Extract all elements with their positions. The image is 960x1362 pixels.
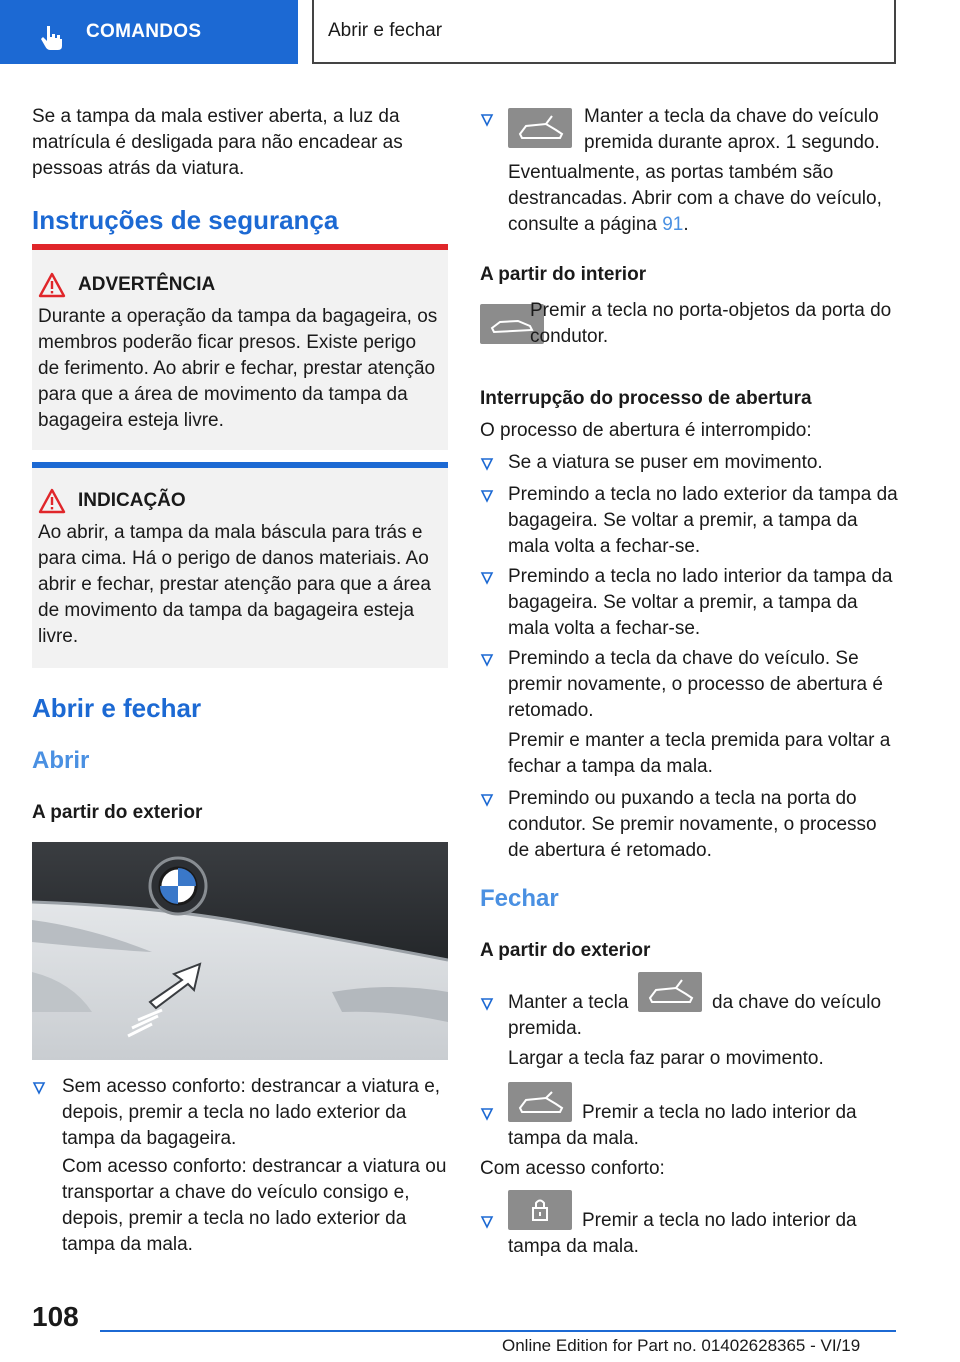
hand-pointer-icon xyxy=(38,24,66,52)
bullet-triangle-icon xyxy=(480,652,494,668)
interior-heading: A partir do interior xyxy=(480,264,647,285)
open-heading: Abrir xyxy=(32,747,90,774)
interior-text: Premir a tecla no porta-objetos da porta do condutor. xyxy=(530,300,892,347)
exterior-heading: A partir do exterior xyxy=(32,802,203,823)
page-number: 108 xyxy=(32,1301,79,1332)
close-heading: Fechar xyxy=(480,885,559,912)
notice-text: Ao abrir, a tampa da mala báscula para trás e para cima. Há o perigo de danos materiais. Ao abrir e fechar, prestar atenção para que a área de movimento da tampa da bagageira esteja livre. xyxy=(38,522,431,647)
close-b3-text: Premir a tecla no lado interior da tampa da mala. xyxy=(508,1210,857,1257)
section-title: Abrir e fechar xyxy=(328,20,443,41)
close-b1-continuation: Largar a tecla faz parar o movimento. xyxy=(508,1048,824,1069)
key-note-text: Eventualmente, as portas também são destrancadas. Abrir com a chave do veículo, consulte a página xyxy=(508,162,882,235)
warning-box xyxy=(32,244,448,450)
bullet-triangle-icon xyxy=(480,456,494,472)
chapter-tab[interactable] xyxy=(0,0,298,64)
bullet-continuation: Com acesso conforto: destrancar a viatura ou transportar a chave do veículo consigo e, depois, premir a tecla no lado exterior da tampa da mala. xyxy=(62,1156,447,1255)
interrupt-item: Premindo a tecla no lado interior da tampa da bagageira. Se voltar a premir, a tampa da mala volta a fechar-se. xyxy=(508,566,893,639)
open-close-heading: Abrir e fechar xyxy=(32,693,202,723)
safety-heading: Instruções de segurança xyxy=(32,205,339,235)
page-link[interactable]: 91 xyxy=(662,214,684,235)
close-b1-text-start: Manter a tecla xyxy=(508,992,629,1013)
tailgate-button-photo xyxy=(32,842,448,1060)
warning-text: Durante a operação da tampa da bagageira, os membros poderão ficar presos. Existe perigo de ferimento. Ao abrir e fechar, prestar atenção para que a área de movimento da tampa da bagageira esteja livre. xyxy=(38,306,438,431)
notice-box xyxy=(32,462,448,668)
intro-paragraph: Se a tampa da mala estiver aberta, a luz da matrícula é desligada para não encadear as pessoas atrás da viatura. xyxy=(32,106,403,179)
bullet-triangle-icon xyxy=(480,570,494,586)
section-header xyxy=(312,0,896,64)
comfort-label: Com acesso conforto: xyxy=(480,1158,665,1179)
key-bullet-text: Manter a tecla da chave do veículo premida durante aprox. 1 segundo. xyxy=(584,106,880,153)
interrupt-heading: Interrupção do processo de abertura xyxy=(480,388,812,409)
bullet-triangle-icon xyxy=(480,792,494,808)
warning-bar xyxy=(32,244,448,250)
bullet-triangle-icon xyxy=(480,1214,494,1230)
notice-triangle-icon xyxy=(38,488,66,514)
close-exterior-heading: A partir do exterior xyxy=(480,940,651,961)
warning-triangle-icon xyxy=(38,272,66,298)
interrupt-item-continuation: Premir e manter a tecla premida para voltar a fechar a tampa da mala. xyxy=(508,730,891,777)
bullet-text: Sem acesso conforto: destrancar a viatura e, depois, premir a tecla no lado exterior da tampa da bagageira. xyxy=(62,1076,441,1149)
close-b2-text: Premir a tecla no lado interior da tampa da mala. xyxy=(508,1102,857,1149)
bullet-triangle-icon xyxy=(480,112,494,128)
warning-title: ADVERTÊNCIA xyxy=(78,274,216,295)
bullet-triangle-icon xyxy=(480,1106,494,1122)
interrupt-item: Premindo ou puxando a tecla na porta do condutor. Se premir novamente, o processo de abertura é retomado. xyxy=(508,788,877,861)
interrupt-item: Premindo a tecla no lado exterior da tampa da bagageira. Se voltar a premir, a tampa da mala volta a fechar-se. xyxy=(508,484,898,557)
bullet-triangle-icon xyxy=(480,488,494,504)
interrupt-item: Se a viatura se puser em movimento. xyxy=(508,452,823,473)
footer-edition: Online Edition for Part no. 01402628365 - VI/19 xyxy=(502,1336,861,1355)
chapter-label: COMANDOS xyxy=(86,21,202,42)
close-b1-text-end: da chave do veículo premida. xyxy=(508,992,882,1039)
car-tailgate-key-icon xyxy=(508,108,572,148)
bullet-triangle-icon xyxy=(480,996,494,1012)
bullet-triangle-icon xyxy=(32,1080,46,1096)
interrupt-item: Premindo a tecla da chave do veículo. Se premir novamente, o processo de abertura é retomado. xyxy=(508,648,883,721)
key-note-end: . xyxy=(683,214,689,235)
notice-title: INDICAÇÃO xyxy=(78,490,186,511)
interrupt-intro: O processo de abertura é interrompido: xyxy=(480,420,812,441)
key-note xyxy=(508,160,900,238)
footer-divider xyxy=(100,1330,896,1332)
notice-bar xyxy=(32,462,448,468)
